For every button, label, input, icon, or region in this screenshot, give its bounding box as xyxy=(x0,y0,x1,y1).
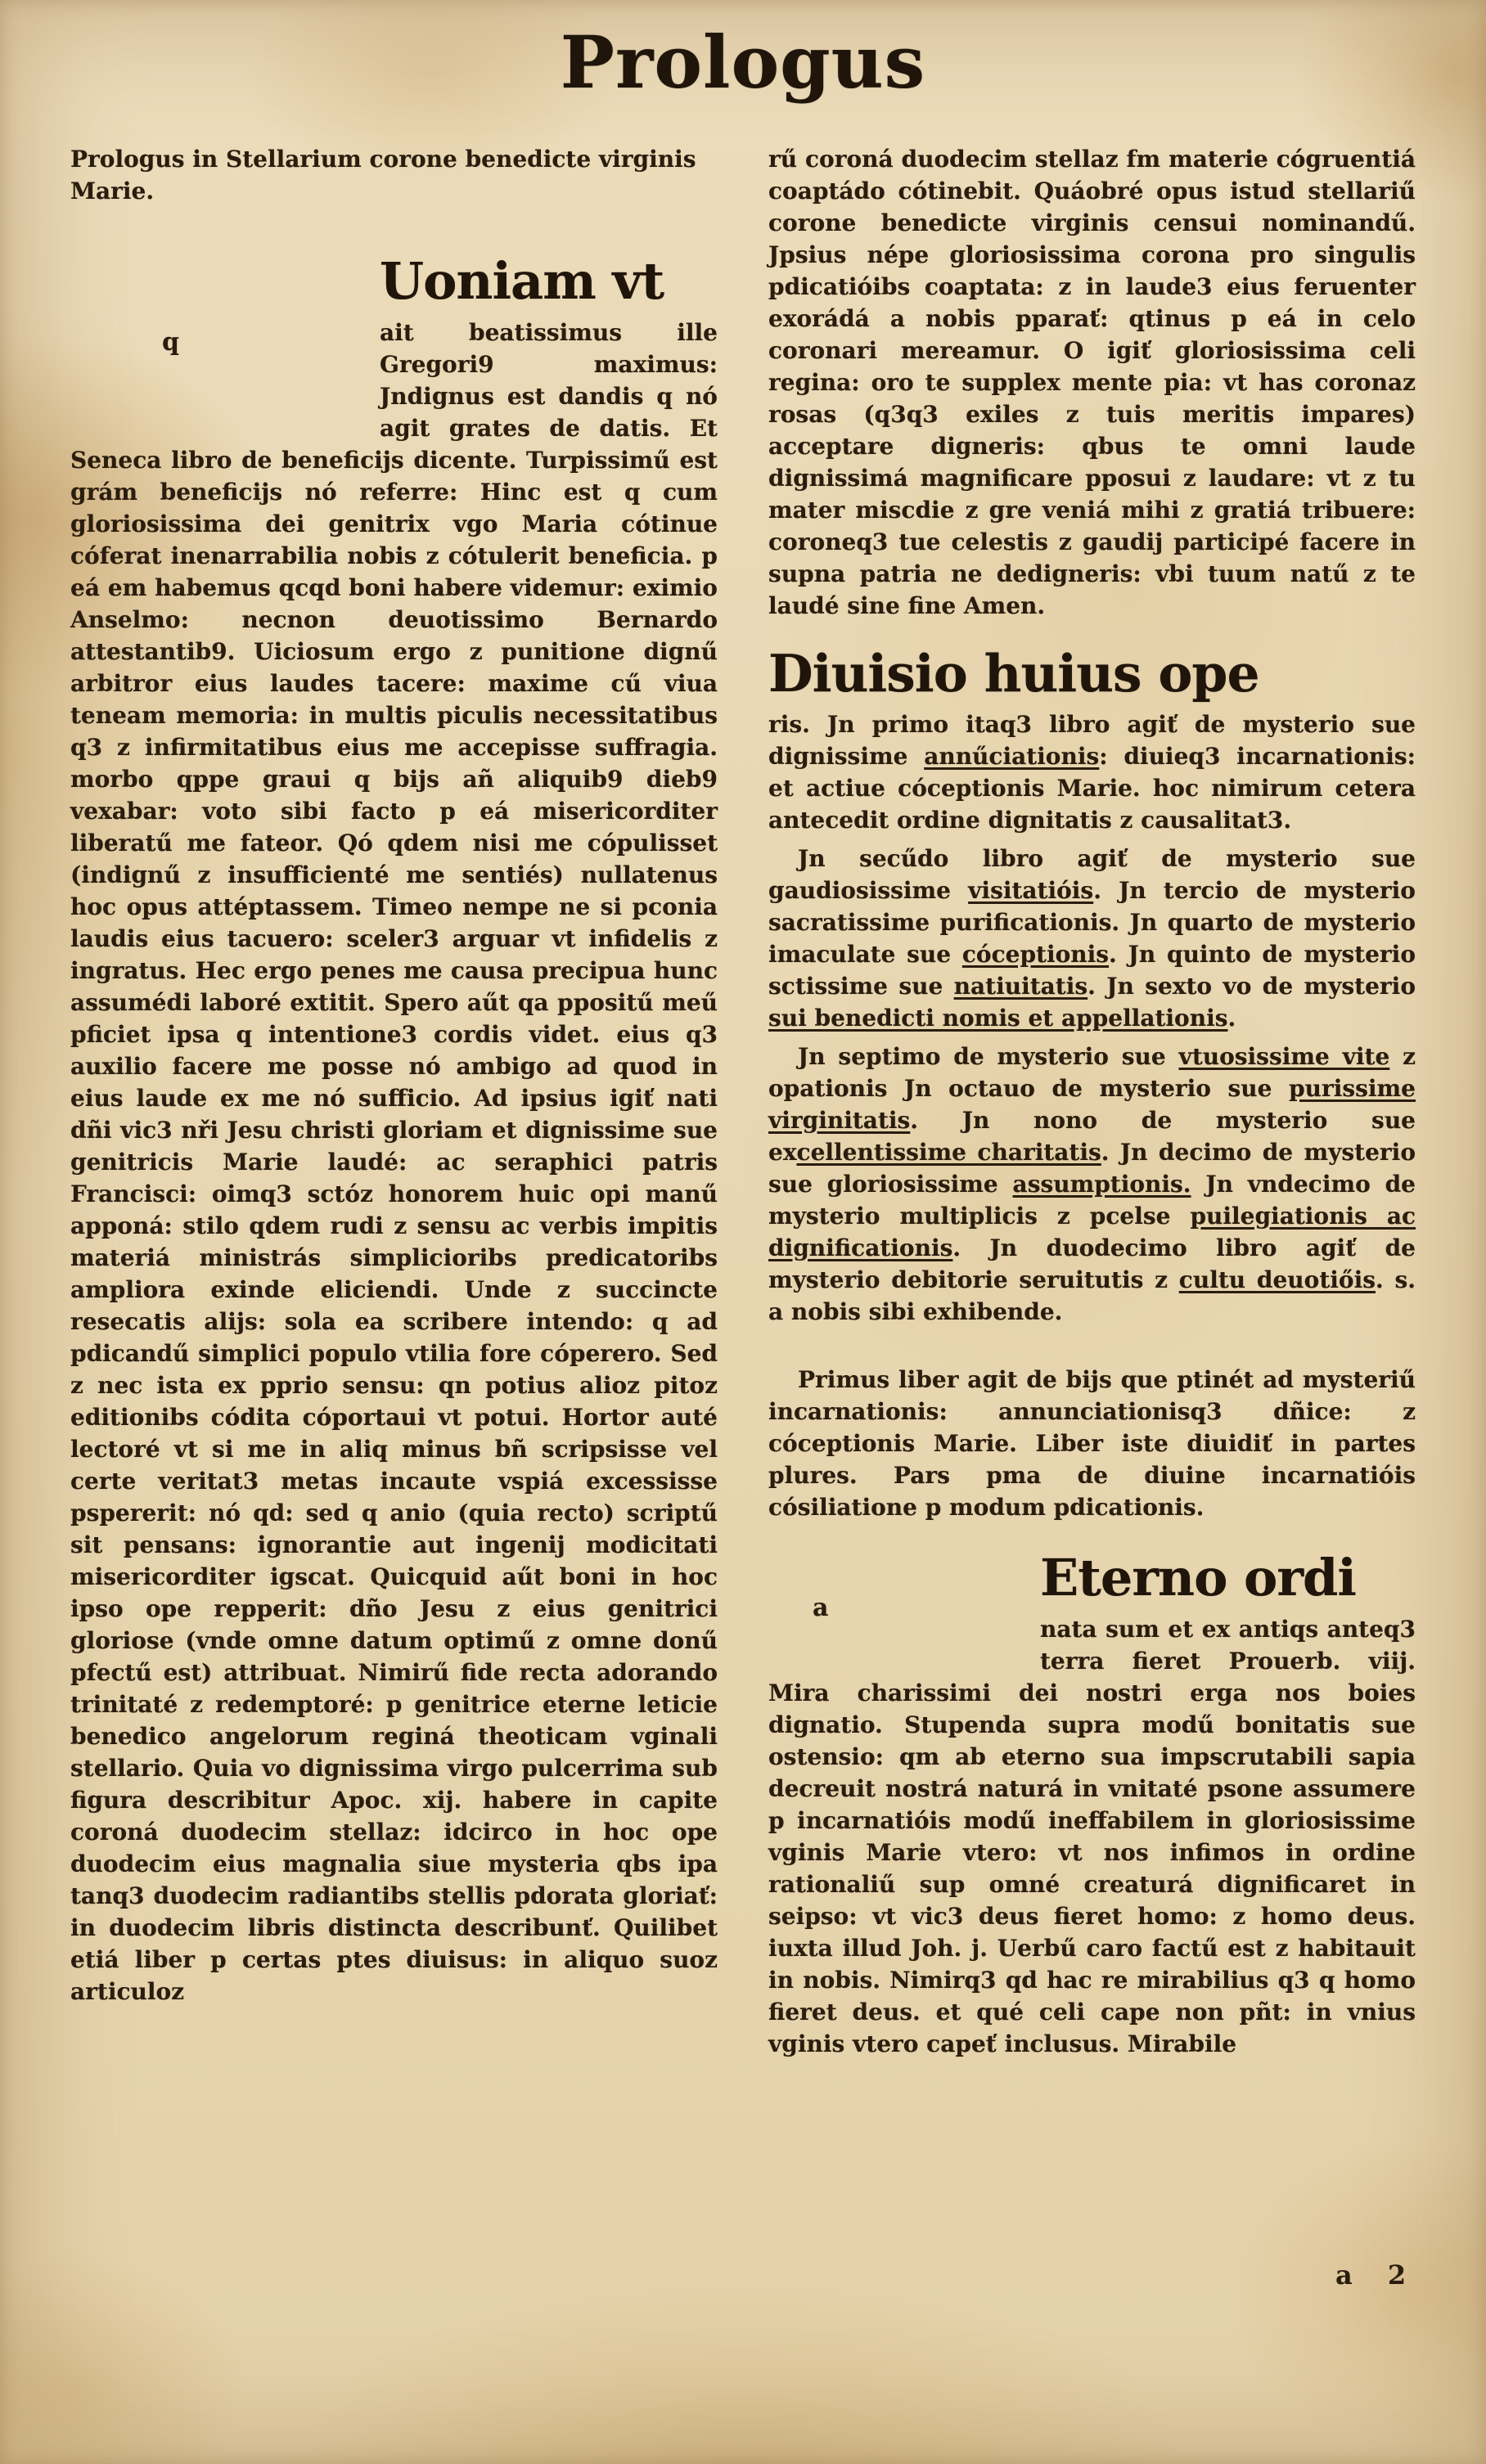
underlined-text-segment: annűciationis xyxy=(924,742,1100,770)
text-segment: . Jn duodecimo libro agiť de mysterio debitorie seruitutis z xyxy=(768,1234,1416,1293)
incipit-quoniam: Uoniam vt xyxy=(380,250,664,311)
prologue-continuation: rű coroná duodecim stellaz fm materie cógruentiá coaptádo cótinebit. Quáobré opus istud stellariű corone benedicte virginis censui nominandű. Jpsius népe gloriosissima corona pro singulis pdicatióibs coaptata: z in laude3 eius feruenter exorádá a nobis pparať: qtinus p eá in celo coronari mereamur. O igiť gloriosissima celi regina: oro te supplex mente pia: vt has coronaz rosas (q3q3 exiles z tuis meritis impares) acceptare digneris: qbus te omni laude dignissimá magnificare pposui z laudare: vt z tu mater miscdie z gre veniá mihi z gratiá tribuere: coroneq3 tue celestis z gaudij participé facere in supna patria ne dedigneris: vbi tuum natű z te laudé sine fine Amen. xyxy=(768,145,1416,619)
divisio-heading: Diuisio huius ope xyxy=(768,642,1259,704)
prologue-paragraph xyxy=(70,250,718,2008)
incipit-eterno: Eterno ordi xyxy=(1040,1547,1356,1607)
text-segment: . Jn quinto de mysterio sctissime sue xyxy=(768,940,1416,1000)
signature-mark: a 2 xyxy=(1335,2259,1420,2291)
text-segment: . s. a nobis sibi exhibende. xyxy=(768,1266,1416,1325)
text-segment: : diuieq3 incarnationis: et actiue cóceptionis Marie. hoc nimirum cetera antecedit ordine dignitatis z causalitat3. xyxy=(768,742,1416,834)
right-column xyxy=(768,143,1416,2060)
divisio-paragraph-3 xyxy=(768,1041,1416,1328)
text-segment: . Jn tercio de mysterio sacratissime purificationis. Jn quarto de mysterio imaculate sue xyxy=(768,876,1416,968)
text-segment: . Jn nono de mysterio sue ex xyxy=(768,1106,1416,1166)
text-segment: z opationis Jn octauo de mysterio sue xyxy=(768,1042,1416,1102)
text-segment: . Jn decimo de mysterio sue gloriosissime xyxy=(768,1138,1416,1198)
underlined-text-segment: visitatióis xyxy=(968,876,1094,904)
page-content xyxy=(70,20,1416,2060)
prologue-text: ait beatissimus ille Gregori9 maximus: Jndignus est dandis q nó agit grates de datis. Et Seneca libro de beneficijs dicente. Turpissimű est grám beneficijs nó referre: Hinc est q cum gloriosissima dei genitrix vgo Maria cótinue cóferat inenarrabilia nobis z cótulerit beneficia. p eá em habemus qcqd boni habere videmur: eximio Anselmo: necnon deuotissimo Bernardo attestantib9. Uiciosum ergo z punitione dignű arbitror eius laudes tacere: maxime cű viua teneam memoria: in multis piculis necessitatibus q3 z infirmitatibus eius me accepisse suffragia. morbo qppe graui q bijs añ aliquib9 dieb9 vexabar: voto sibi facto p eá misericorditer liberatű me fateor. Qó qdem nisi me cópulisset (indignű z insufficienté me sentiés) nullatenus hoc opus attéptassem. Timeo nempe ne si pconia laudis eius tacuero: sceler3 arguar vt infidelis z ingratus. Hec ergo penes me causa precipua hunc assumédi laboré extitit. Spero aűt qa ppositű meű pficiet ipsa q intentione3 cordis videt. eius q3 auxilio facere me posse nó ambigo ad quod in eius laude ex me nó sufficio. Ad ipsius igiť nati dñi vic3 nři Jesu christi gloriam et dignissime sue genitricis Marie laudé: ac seraphici patris Francisci: oimq3 sctóz honorem huic opi manű apponá: stilo qdem rudi z sensu ac verbis impitis materiá ministrás simplicioribs predicatoribs ampliora exinde eliciendi. Unde z succincte resecatis alijs: sola ea scribere intendo: q ad pdicandű simplici populo vtilia fore cóperero. Sed z nec ista ex pprio sensu: qn potius alioz pitoz editionibs códita cóportaui vt potui. Hortor auté lectoré vt si me in aliq minus bñ scripsisse vel certe veritat3 metas incaute vspiá excessisse pspererit: nó qd: sed q anio (quia recto) scriptű sit pensans: ignorantie aut ingenij modicitati misericorditer igscat. Quicquid aűt boni in hoc ipso ope repperit: dño Jesu z eius genitrici gloriose (vnde omne datum optimű z omne donű pfectű est) attribuat. Nimirű fide recta adorando trinitaté z redemptoré: p genitrice eterne leticie benedico angelorum reginá theoticam vginali stellario. Quia vo dignissima virgo pulcerrima sub figura describitur Apoc. xij. habere in capite coroná duodecim stellaz: idcirco in hoc ope duodecim eius magnalia siue mysteria qbs ipa tanq3 duodecim radiantibs stellis pdorata gloriať: in duodecim libris distincta describunť. Quilibet etiá liber p certas ptes diuisus: in aliquo suoz articuloz xyxy=(70,318,718,2005)
eterno-paragraph xyxy=(768,1547,1416,2060)
text-segment: Jn septimo de mysterio sue xyxy=(798,1042,1179,1070)
guide-letter-a: a xyxy=(813,1593,829,1622)
text-columns xyxy=(70,143,1416,2060)
underlined-text-segment: cultu deuotiőis xyxy=(1178,1266,1376,1293)
text-segment: . Jn sexto vo de mysterio xyxy=(1087,972,1416,1000)
guide-letter-q: q xyxy=(162,327,179,357)
page-title: Prologus xyxy=(560,20,926,105)
underlined-text-segment: vtuosissime vite xyxy=(1178,1042,1390,1070)
text-segment: Jn vndecimo de mysterio multiplicis z pcelse xyxy=(768,1170,1416,1230)
underlined-text-segment: cóceptionis xyxy=(961,940,1110,968)
underlined-text-segment: assumptionis. xyxy=(1012,1170,1191,1198)
left-column-header: Prologus in Stellarium corone benedicte virginis Marie. xyxy=(70,145,696,205)
initial-space-q xyxy=(70,254,380,431)
underlined-text-segment: cellentissime charitatis xyxy=(796,1138,1101,1166)
underlined-text-segment: sui benedicti nomis et appellationis xyxy=(768,1004,1228,1032)
left-column xyxy=(70,143,718,2060)
underlined-text-segment: natiuitatis xyxy=(953,972,1088,1000)
divisio-paragraph-2 xyxy=(768,843,1416,1034)
initial-space-a xyxy=(768,1551,1040,1675)
text-segment: Jn secűdo libro agiť de mysterio sue gaudiosissime xyxy=(768,844,1416,904)
text-segment: ris. Jn primo itaq3 libro agiť de mysterio sue dignissime xyxy=(768,710,1416,770)
underlined-text-segment: purissime virginitatis xyxy=(768,1074,1416,1134)
underlined-text-segment: puilegiationis ac dignificationis xyxy=(768,1202,1416,1261)
eterno-text: nata sum et ex antiqs anteq3 terra fieret Prouerb. viij. Mira charissimi dei nostri erga nos boies dignatio. Stupenda supra modű bonitatis sue ostensio: qm ab eterno sua impscrutabili sapia decreuit nostrá naturá in vnitaté psone assumere p incarnatióis modű ineffabilem in gloriosissime vginis Marie vtero: vt nos infimos in ordine rationaliű sup omné creaturá dignificaret in seipso: vt vic3 deus fieret homo: z homo deus. iuxta illud Joh. j. Uerbű caro factű est z habitauit in nobis. Nimirq3 qd hac re mirabilius q3 q homo fieret deus. et qué celi cape non pñt: in vnius vginis vtero capeť inclusus. Mirabile xyxy=(768,1615,1416,2057)
primus-liber-paragraph: Primus liber agit de bijs que ptinét ad mysteriű incarnationis: annunciationisq3 dñice: z cóceptionis Marie. Liber iste diuidiť in partes plures. Pars pma de diuine incarnatióis cósiliatione p modum pdicationis. xyxy=(768,1365,1416,1521)
divisio-paragraph-1 xyxy=(768,708,1416,836)
text-segment: . xyxy=(1227,1004,1236,1032)
